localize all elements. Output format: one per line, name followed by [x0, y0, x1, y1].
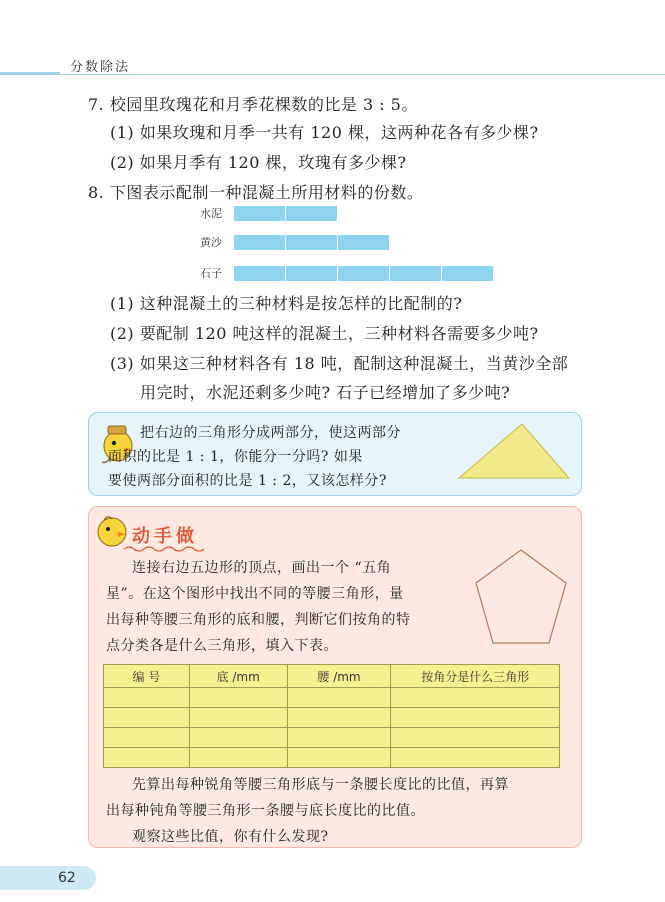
- bar-part: [338, 235, 390, 250]
- page-number-tab: [0, 866, 96, 890]
- bar-part: [338, 266, 390, 281]
- hands-on-p1: 连接右边五边形的顶点，画出一个 “五角: [132, 560, 392, 576]
- material-bar: [234, 235, 390, 250]
- q8-sub2: (2) 要配制 120 吨这样的混凝土，三种材料各需要多少吨?: [110, 324, 539, 343]
- table-row: [104, 728, 560, 748]
- q8-sub3-line2: 用完时，水泥还剩多少吨? 石子已经增加了多少吨?: [140, 383, 511, 402]
- col-header-type: 按角分是什么三角形: [391, 665, 560, 688]
- isosceles-triangle-table: [103, 664, 560, 768]
- material-bar: [234, 206, 338, 221]
- bar-part: [286, 206, 338, 221]
- material-label: 石子: [200, 267, 222, 280]
- triangle-figure: [456, 420, 572, 482]
- hands-on-q3: 观察这些比值，你有什么发现?: [132, 829, 329, 845]
- bar-part: [234, 266, 286, 281]
- hands-on-p4: 点分类各是什么三角形，填入下表。: [106, 638, 338, 654]
- page-number: 62: [58, 870, 76, 886]
- col-header-leg: 腰 /mm: [287, 665, 391, 688]
- hands-on-p3: 出每种等腰三角形的底和腰，判断它们按角的特: [106, 612, 411, 628]
- bar-part: [234, 235, 286, 250]
- think-line2: 面积的比是 1 : 1，你能分一分吗? 如果: [108, 449, 363, 465]
- material-bar: [234, 266, 494, 281]
- header-divider: [0, 74, 665, 75]
- hands-on-title: 动手做: [132, 526, 198, 547]
- material-label: 水泥: [200, 207, 222, 220]
- col-header-number: 编 号: [104, 665, 190, 688]
- bar-part: [442, 266, 494, 281]
- q8-stem: 8. 下图表示配制一种混凝土所用材料的份数。: [88, 183, 424, 202]
- material-label: 黄沙: [200, 236, 222, 249]
- bar-part: [234, 206, 286, 221]
- q8-sub1: (1) 这种混凝土的三种材料是按怎样的比配制的?: [110, 294, 463, 313]
- q7-stem: 7. 校园里玫瑰花和月季花棵数的比是 3 : 5。: [88, 95, 418, 114]
- bar-part: [390, 266, 442, 281]
- table-row: [104, 748, 560, 768]
- col-header-base: 底 /mm: [189, 665, 287, 688]
- table-row: [104, 688, 560, 708]
- chapter-title: 分数除法: [70, 60, 131, 75]
- bar-part: [286, 235, 338, 250]
- title-underline-wave: [124, 545, 208, 553]
- pentagon-figure: [472, 546, 570, 648]
- q8-sub3-line1: (3) 如果这三种材料各有 18 吨，配制这种混凝土，当黄沙全部: [110, 354, 569, 373]
- hands-on-q1: 先算出每种锐角等腰三角形底与一条腰长度比的比值，再算: [132, 777, 509, 793]
- q7-sub2: (2) 如果月季有 120 棵，玫瑰有多少棵?: [110, 153, 407, 172]
- think-line1: 把右边的三角形分成两部分，使这两部分: [140, 425, 401, 441]
- hands-on-q2: 出每种钝角等腰三角形一条腰与底长度比的比值。: [106, 803, 425, 819]
- q7-sub1: (1) 如果玫瑰和月季一共有 120 棵，这两种花各有多少棵?: [110, 123, 539, 142]
- table-header-row: [104, 665, 560, 688]
- think-line3: 要使两部分面积的比是 1 : 2，又该怎样分?: [108, 473, 387, 489]
- page-header: [0, 0, 665, 75]
- bar-part: [286, 266, 338, 281]
- table-row: [104, 708, 560, 728]
- hands-on-p2: 星”。在这个图形中找出不同的等腰三角形，量: [106, 586, 404, 602]
